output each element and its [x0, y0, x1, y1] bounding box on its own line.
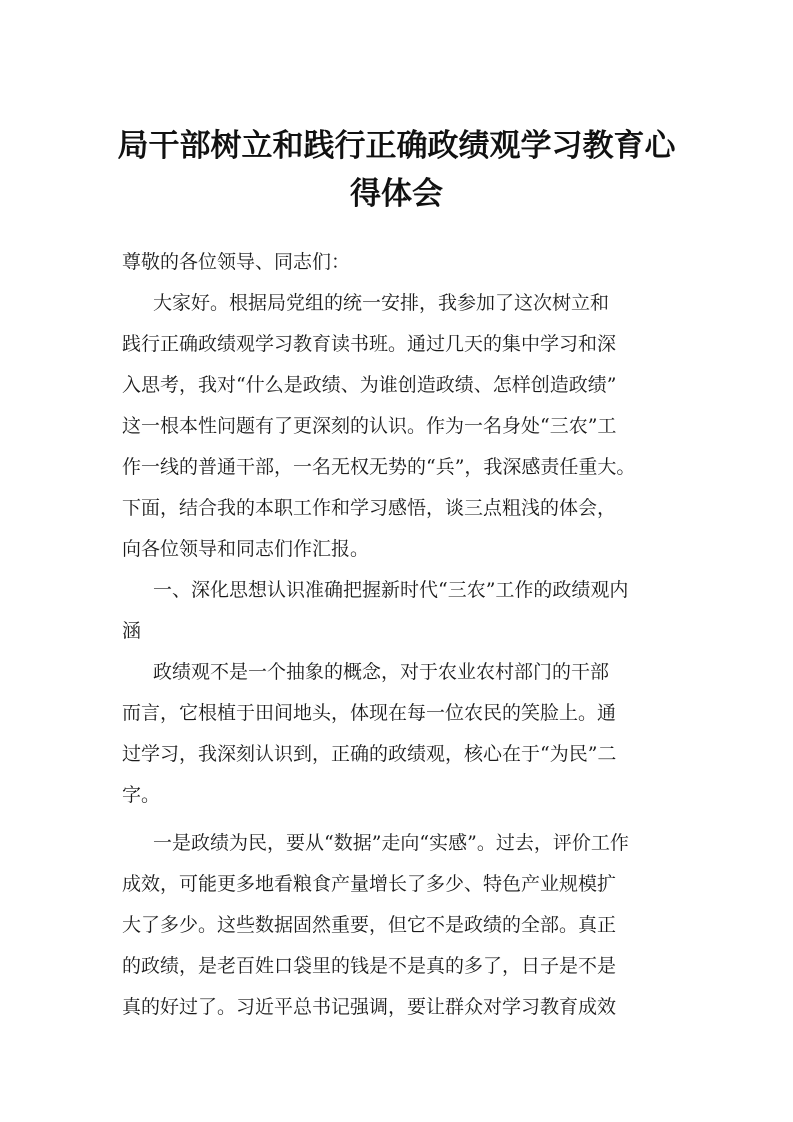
paragraph-line: 过学习，我深刻认识到，正确的政绩观，核心在于“为民”二 [122, 743, 617, 765]
paragraph-line: 政绩观不是一个抽象的概念，对于农业农村部门的干部 [153, 661, 610, 683]
paragraph-line: 字。 [122, 784, 161, 806]
paragraph-line: 下面，结合我的本职工作和学习感悟，谈三点粗浅的体会， [122, 497, 617, 519]
paragraph-line: 而言，它根植于田间地头，体现在每一位农民的笑脸上。通 [122, 702, 617, 724]
paragraph-line: 成效，可能更多地看粮食产量增长了多少、特色产业规模扩 [122, 873, 617, 895]
paragraph-line: 入思考，我对“什么是政绩、为谁创造政绩、怎样创造政绩” [122, 374, 617, 396]
paragraph-line: 这一根本性问题有了更深刻的认识。作为一名身处“三农”工 [122, 415, 617, 437]
section-heading-line: 一、深化思想认识准确把握新时代“三农”工作的政绩观内 [153, 579, 629, 601]
paragraph-line: 践行正确政绩观学习教育读书班。通过几天的集中学习和深 [122, 333, 617, 355]
paragraph-line: 的政绩，是老百姓口袋里的钱是不是真的多了，日子是不是 [122, 955, 617, 977]
salutation: 尊敬的各位领导、同志们： [122, 251, 351, 273]
section-heading-line: 涵 [122, 620, 142, 642]
paragraph-line: 作一线的普通干部，一名无权无势的“兵”，我深感责任重大。 [122, 456, 636, 478]
document-title-line-1: 局干部树立和践行正确政绩观学习教育心 [117, 128, 676, 164]
paragraph-line: 大家好。根据局党组的统一安排，我参加了这次树立和 [153, 292, 610, 314]
paragraph-line: 一是政绩为民，要从“数据”走向“实感”。过去，评价工作 [153, 832, 629, 854]
paragraph-line: 真的好过了。习近平总书记强调，要让群众对学习教育成效 [122, 996, 617, 1018]
paragraph-line: 大了多少。这些数据固然重要，但它不是政绩的全部。真正 [122, 914, 617, 936]
document-title-line-2: 得体会 [350, 176, 443, 212]
paragraph-line: 向各位领导和同志们作汇报。 [122, 538, 370, 560]
